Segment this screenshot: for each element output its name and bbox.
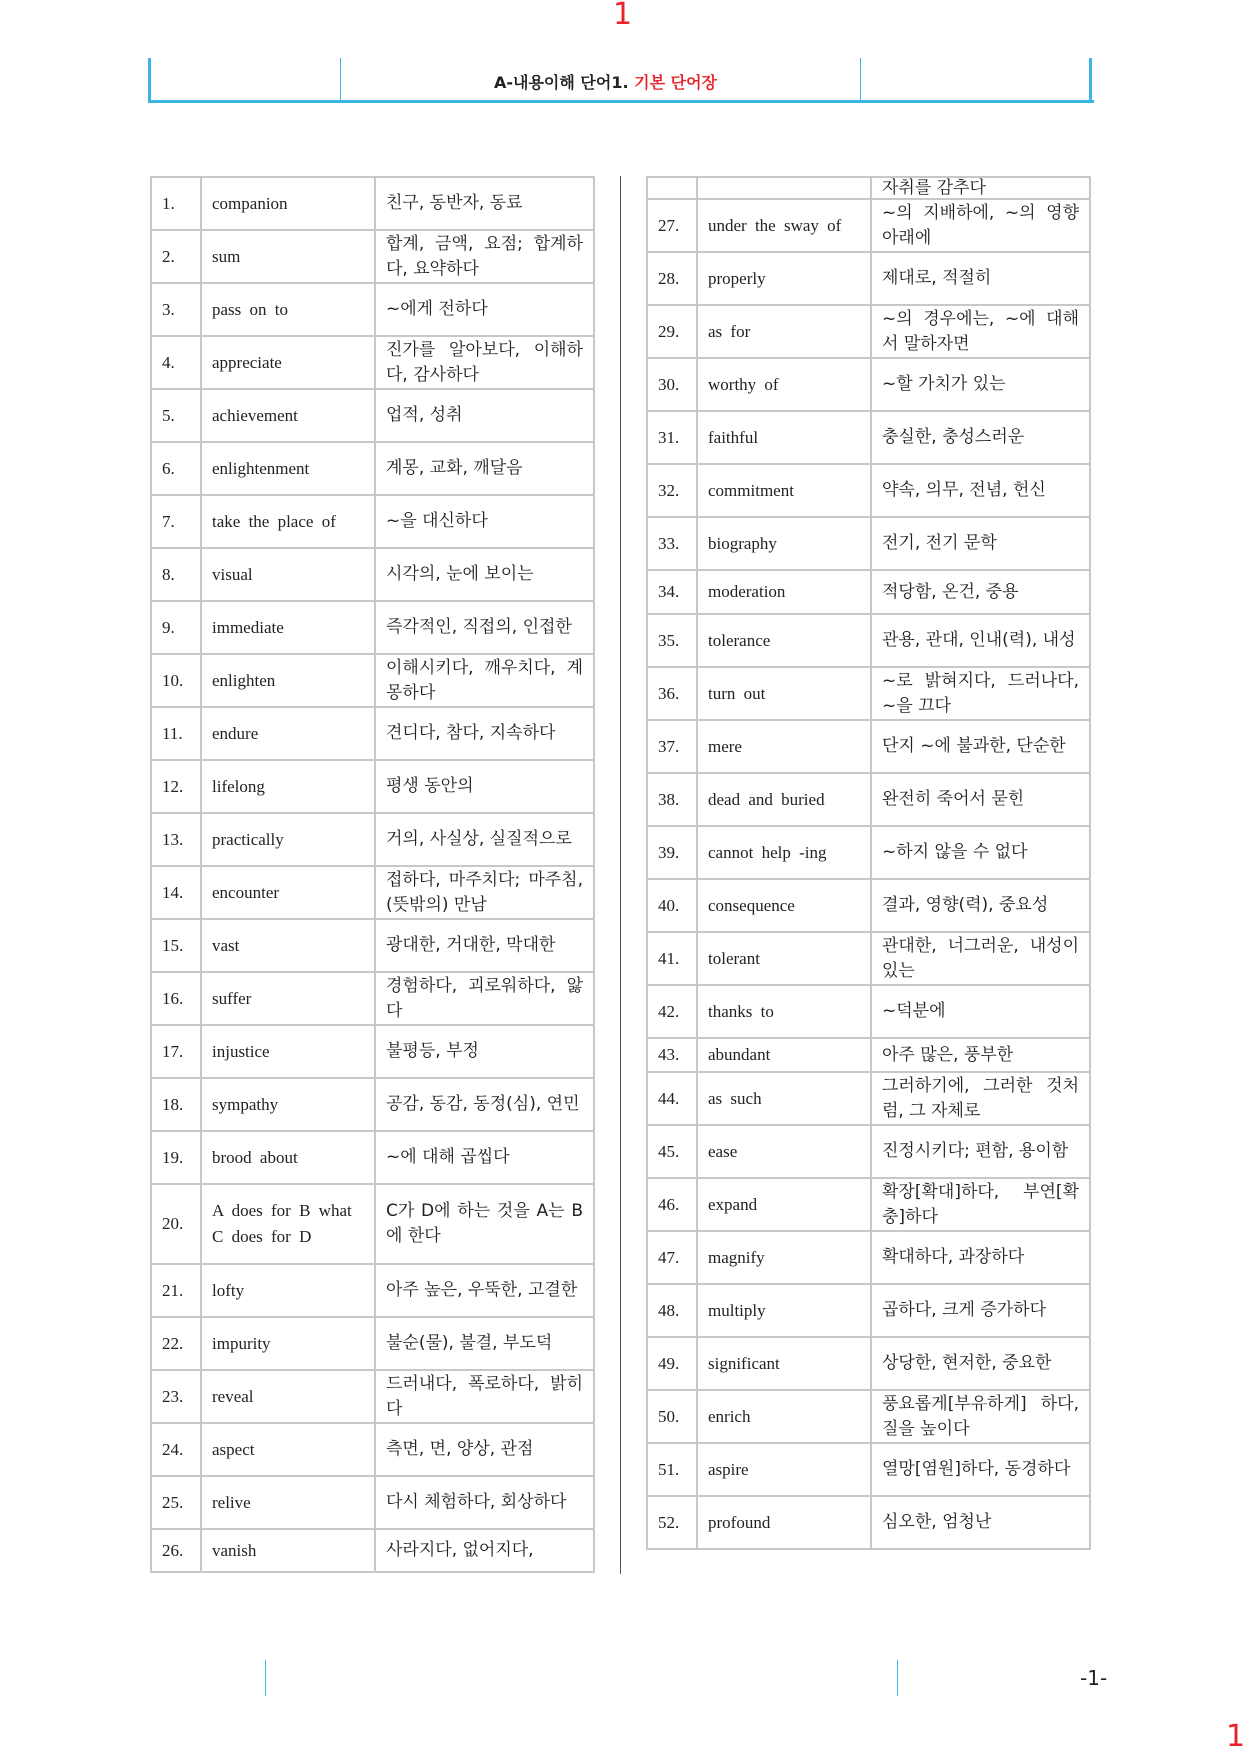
vocab-meaning: 열망[염원]하다, 동경하다 xyxy=(871,1443,1090,1496)
table-row xyxy=(647,570,1090,614)
vocab-word: vast xyxy=(201,919,375,972)
vocab-word: sympathy xyxy=(201,1078,375,1131)
table-row xyxy=(151,1370,594,1423)
table-row xyxy=(647,1443,1090,1496)
vocab-word: immediate xyxy=(201,601,375,654)
vocab-number: 17. xyxy=(151,1025,201,1078)
vocab-number: 5. xyxy=(151,389,201,442)
vocab-word: tolerance xyxy=(697,614,871,667)
header-title-accent: 기본 단어장 xyxy=(634,73,717,92)
vocab-number: 51. xyxy=(647,1443,697,1496)
vocab-meaning: 이해시키다, 깨우치다, 계몽하다 xyxy=(375,654,594,707)
table-row xyxy=(647,1496,1090,1549)
vocab-number: 33. xyxy=(647,517,697,570)
vocab-word: turn out xyxy=(697,667,871,720)
vocab-number xyxy=(647,177,697,199)
table-row xyxy=(151,1317,594,1370)
vocab-meaning: ~로 밝혀지다, 드러나다, ~을 끄다 xyxy=(871,667,1090,720)
vocab-meaning: 단지 ~에 불과한, 단순한 xyxy=(871,720,1090,773)
vocab-meaning: ~할 가치가 있는 xyxy=(871,358,1090,411)
footer-divider xyxy=(897,1660,898,1696)
vocab-meaning: 평생 동안의 xyxy=(375,760,594,813)
vocab-number: 13. xyxy=(151,813,201,866)
table-row xyxy=(151,1529,594,1572)
table-row xyxy=(151,1476,594,1529)
vocab-word: tolerant xyxy=(697,932,871,985)
vocab-word: aspect xyxy=(201,1423,375,1476)
vocab-word: cannot help -ing xyxy=(697,826,871,879)
vocab-meaning: 확장[확대]하다, 부연[확충]하다 xyxy=(871,1178,1090,1231)
vocab-number: 20. xyxy=(151,1184,201,1264)
vocab-number: 32. xyxy=(647,464,697,517)
vocab-meaning: ~의 경우에는, ~에 대해서 말하자면 xyxy=(871,305,1090,358)
vocab-meaning: ~을 대신하다 xyxy=(375,495,594,548)
table-row xyxy=(647,517,1090,570)
vocab-word: suffer xyxy=(201,972,375,1025)
vocab-number: 19. xyxy=(151,1131,201,1184)
vocab-word: under the sway of xyxy=(697,199,871,252)
vocab-word: appreciate xyxy=(201,336,375,389)
table-row xyxy=(647,1390,1090,1443)
vocab-meaning: ~덕분에 xyxy=(871,985,1090,1038)
vocab-number: 26. xyxy=(151,1529,201,1572)
vocab-meaning: ~의 지배하에, ~의 영향 아래에 xyxy=(871,199,1090,252)
vocab-meaning: 측면, 면, 양상, 관점 xyxy=(375,1423,594,1476)
vocab-meaning: 접하다, 마주치다; 마주침, (뜻밖의) 만남 xyxy=(375,866,594,919)
vocab-word: abundant xyxy=(697,1038,871,1072)
table-row xyxy=(151,1184,594,1264)
vocab-meaning: 완전히 죽어서 묻힌 xyxy=(871,773,1090,826)
vocab-number: 47. xyxy=(647,1231,697,1284)
table-row xyxy=(647,305,1090,358)
table-row xyxy=(647,614,1090,667)
header-divider xyxy=(340,58,341,103)
vocab-number: 10. xyxy=(151,654,201,707)
vocab-number: 8. xyxy=(151,548,201,601)
table-row xyxy=(647,985,1090,1038)
vocab-word: ease xyxy=(697,1125,871,1178)
table-row xyxy=(647,1038,1090,1072)
vocab-meaning: 진가를 알아보다, 이해하다, 감사하다 xyxy=(375,336,594,389)
vocab-number: 46. xyxy=(647,1178,697,1231)
table-row xyxy=(151,1025,594,1078)
vocab-meaning: 경험하다, 괴로워하다, 앓다 xyxy=(375,972,594,1025)
table-row xyxy=(151,495,594,548)
vocab-meaning: 관용, 관대, 인내(력), 내성 xyxy=(871,614,1090,667)
vocab-meaning: 불평등, 부정 xyxy=(375,1025,594,1078)
vocab-meaning: 견디다, 참다, 지속하다 xyxy=(375,707,594,760)
vocab-number: 21. xyxy=(151,1264,201,1317)
vocab-meaning: 관대한, 너그러운, 내성이 있는 xyxy=(871,932,1090,985)
vocab-meaning: 약속, 의무, 전념, 헌신 xyxy=(871,464,1090,517)
vocab-number: 16. xyxy=(151,972,201,1025)
vocab-number: 42. xyxy=(647,985,697,1038)
vocab-word: consequence xyxy=(697,879,871,932)
corner-mark-bottom: 1 xyxy=(1226,1719,1245,1754)
table-row xyxy=(151,1423,594,1476)
vocab-word: mere xyxy=(697,720,871,773)
vocab-word: endure xyxy=(201,707,375,760)
vocab-word: dead and buried xyxy=(697,773,871,826)
vocab-meaning: 드러내다, 폭로하다, 밝히다 xyxy=(375,1370,594,1423)
vocab-number: 34. xyxy=(647,570,697,614)
vocab-number: 39. xyxy=(647,826,697,879)
vocab-word: reveal xyxy=(201,1370,375,1423)
vocab-meaning: C가 D에 하는 것을 A는 B에 한다 xyxy=(375,1184,594,1264)
vocab-number: 11. xyxy=(151,707,201,760)
vocab-number: 28. xyxy=(647,252,697,305)
vocab-number: 14. xyxy=(151,866,201,919)
vocab-number: 4. xyxy=(151,336,201,389)
vocab-word: as for xyxy=(697,305,871,358)
vocab-number: 18. xyxy=(151,1078,201,1131)
vocab-meaning: 진정시키다; 편함, 용이함 xyxy=(871,1125,1090,1178)
vocab-word: sum xyxy=(201,230,375,283)
header-title xyxy=(343,70,868,93)
vocab-word: A does for B what C does for D xyxy=(201,1184,375,1264)
vocab-meaning: 친구, 동반자, 동료 xyxy=(375,177,594,230)
table-row xyxy=(151,866,594,919)
vocab-word: injustice xyxy=(201,1025,375,1078)
vocab-word: aspire xyxy=(697,1443,871,1496)
table-row xyxy=(647,252,1090,305)
column-divider xyxy=(620,176,621,1574)
vocab-word: impurity xyxy=(201,1317,375,1370)
vocab-word xyxy=(697,177,871,199)
page-header xyxy=(148,58,1094,103)
table-row xyxy=(647,199,1090,252)
vocab-number: 52. xyxy=(647,1496,697,1549)
vocab-number: 15. xyxy=(151,919,201,972)
vocab-number: 45. xyxy=(647,1125,697,1178)
vocab-word: multiply xyxy=(697,1284,871,1337)
vocab-meaning: 아주 많은, 풍부한 xyxy=(871,1038,1090,1072)
vocab-meaning: 시각의, 눈에 보이는 xyxy=(375,548,594,601)
vocab-meaning: 불순(물), 불결, 부도덕 xyxy=(375,1317,594,1370)
table-row xyxy=(647,464,1090,517)
table-row xyxy=(151,1264,594,1317)
vocab-number: 31. xyxy=(647,411,697,464)
vocab-word: profound xyxy=(697,1496,871,1549)
corner-mark-top: 1 xyxy=(613,0,633,32)
vocab-word: lofty xyxy=(201,1264,375,1317)
header-divider-left xyxy=(148,58,151,103)
vocab-word: faithful xyxy=(697,411,871,464)
table-row xyxy=(647,1178,1090,1231)
vocab-word: commitment xyxy=(697,464,871,517)
vocab-meaning: 결과, 영향(력), 중요성 xyxy=(871,879,1090,932)
vocab-word: biography xyxy=(697,517,871,570)
vocab-word: magnify xyxy=(697,1231,871,1284)
vocab-word: lifelong xyxy=(201,760,375,813)
vocab-word: worthy of xyxy=(697,358,871,411)
vocab-number: 50. xyxy=(647,1390,697,1443)
table-row xyxy=(647,932,1090,985)
table-row xyxy=(151,972,594,1025)
vocab-meaning: 곱하다, 크게 증가하다 xyxy=(871,1284,1090,1337)
vocab-meaning: 합계, 금액, 요점; 합계하다, 요약하다 xyxy=(375,230,594,283)
vocab-word: relive xyxy=(201,1476,375,1529)
vocab-word: brood about xyxy=(201,1131,375,1184)
vocab-meaning: 공감, 동감, 동정(심), 연민 xyxy=(375,1078,594,1131)
table-row xyxy=(151,813,594,866)
vocab-number: 36. xyxy=(647,667,697,720)
vocab-number: 25. xyxy=(151,1476,201,1529)
table-row xyxy=(151,601,594,654)
vocab-number: 6. xyxy=(151,442,201,495)
vocab-meaning: 심오한, 엄청난 xyxy=(871,1496,1090,1549)
vocab-word: encounter xyxy=(201,866,375,919)
table-row xyxy=(647,667,1090,720)
vocab-number: 35. xyxy=(647,614,697,667)
vocab-word: enrich xyxy=(697,1390,871,1443)
vocab-meaning: 즉각적인, 직접의, 인접한 xyxy=(375,601,594,654)
vocab-number: 24. xyxy=(151,1423,201,1476)
table-row xyxy=(151,230,594,283)
vocab-word: take the place of xyxy=(201,495,375,548)
vocab-meaning: 업적, 성취 xyxy=(375,389,594,442)
vocab-word: vanish xyxy=(201,1529,375,1572)
vocab-word: visual xyxy=(201,548,375,601)
vocab-meaning: 거의, 사실상, 실질적으로 xyxy=(375,813,594,866)
table-row xyxy=(647,879,1090,932)
vocab-number: 2. xyxy=(151,230,201,283)
vocab-number: 41. xyxy=(647,932,697,985)
table-row xyxy=(151,1131,594,1184)
vocab-meaning: 충실한, 충성스러운 xyxy=(871,411,1090,464)
table-row xyxy=(647,1284,1090,1337)
table-row xyxy=(151,336,594,389)
table-row xyxy=(151,760,594,813)
vocab-number: 1. xyxy=(151,177,201,230)
header-title-prefix: A-내용이해 단어1. xyxy=(494,73,629,92)
vocab-number: 49. xyxy=(647,1337,697,1390)
vocab-meaning-continuation: 자취를 감추다 xyxy=(871,177,1090,199)
table-row xyxy=(151,707,594,760)
table-row xyxy=(151,442,594,495)
table-row xyxy=(151,919,594,972)
header-divider-right xyxy=(1089,58,1092,103)
vocab-meaning: 확대하다, 과장하다 xyxy=(871,1231,1090,1284)
vocab-word: pass on to xyxy=(201,283,375,336)
vocab-number: 23. xyxy=(151,1370,201,1423)
table-row xyxy=(647,358,1090,411)
vocab-meaning: ~에 대해 곱씹다 xyxy=(375,1131,594,1184)
vocab-word: companion xyxy=(201,177,375,230)
table-row xyxy=(151,283,594,336)
vocab-word: practically xyxy=(201,813,375,866)
vocab-meaning: 사라지다, 없어지다, xyxy=(375,1529,594,1572)
page-number: -1- xyxy=(1080,1666,1108,1690)
vocab-word: as such xyxy=(697,1072,871,1125)
table-row xyxy=(647,1125,1090,1178)
vocab-word: enlightenment xyxy=(201,442,375,495)
vocab-number: 43. xyxy=(647,1038,697,1072)
vocab-word: properly xyxy=(697,252,871,305)
vocab-meaning: 풍요롭게[부유하게] 하다, 질을 높이다 xyxy=(871,1390,1090,1443)
table-row xyxy=(647,826,1090,879)
vocab-meaning: 광대한, 거대한, 막대한 xyxy=(375,919,594,972)
vocab-number: 40. xyxy=(647,879,697,932)
vocab-number: 27. xyxy=(647,199,697,252)
vocab-number: 37. xyxy=(647,720,697,773)
vocab-number: 48. xyxy=(647,1284,697,1337)
table-row xyxy=(151,548,594,601)
vocab-number: 3. xyxy=(151,283,201,336)
vocab-meaning: 그러하기에, 그러한 것처럼, 그 자체로 xyxy=(871,1072,1090,1125)
vocab-word: expand xyxy=(697,1178,871,1231)
vocab-table-left xyxy=(150,176,595,1573)
vocab-number: 38. xyxy=(647,773,697,826)
vocab-meaning: 계몽, 교화, 깨달음 xyxy=(375,442,594,495)
vocab-number: 22. xyxy=(151,1317,201,1370)
vocab-meaning: 제대로, 적절히 xyxy=(871,252,1090,305)
vocab-number: 44. xyxy=(647,1072,697,1125)
table-row xyxy=(647,1337,1090,1390)
table-row xyxy=(151,389,594,442)
table-row xyxy=(647,411,1090,464)
table-row xyxy=(151,177,594,230)
footer-divider xyxy=(265,1660,266,1696)
vocab-word: enlighten xyxy=(201,654,375,707)
vocab-table-right xyxy=(646,176,1091,1550)
vocab-meaning: 아주 높은, 우뚝한, 고결한 xyxy=(375,1264,594,1317)
vocab-word: achievement xyxy=(201,389,375,442)
table-row xyxy=(647,1072,1090,1125)
table-row xyxy=(151,1078,594,1131)
table-row xyxy=(647,773,1090,826)
table-row xyxy=(647,1231,1090,1284)
table-row xyxy=(647,720,1090,773)
vocab-number: 12. xyxy=(151,760,201,813)
vocab-number: 7. xyxy=(151,495,201,548)
table-row-continuation xyxy=(647,177,1090,199)
vocab-meaning: ~하지 않을 수 없다 xyxy=(871,826,1090,879)
table-row xyxy=(151,654,594,707)
vocab-meaning: ~에게 전하다 xyxy=(375,283,594,336)
vocab-word: significant xyxy=(697,1337,871,1390)
vocab-word: thanks to xyxy=(697,985,871,1038)
vocab-number: 9. xyxy=(151,601,201,654)
vocab-number: 29. xyxy=(647,305,697,358)
vocab-number: 30. xyxy=(647,358,697,411)
vocab-meaning: 상당한, 현저한, 중요한 xyxy=(871,1337,1090,1390)
vocab-meaning: 전기, 전기 문학 xyxy=(871,517,1090,570)
vocab-word: moderation xyxy=(697,570,871,614)
vocab-meaning: 다시 체험하다, 회상하다 xyxy=(375,1476,594,1529)
vocab-meaning: 적당함, 온건, 중용 xyxy=(871,570,1090,614)
